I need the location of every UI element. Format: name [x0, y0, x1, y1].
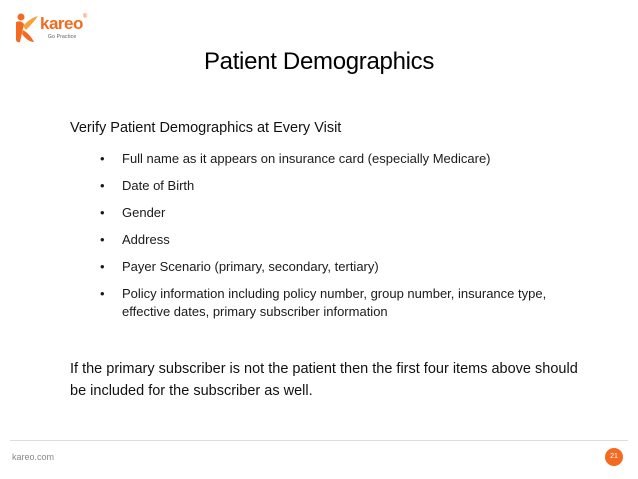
closing-note: If the primary subscriber is not the patient then the first four items above should be included for the subscriber as well. — [70, 361, 578, 399]
logo-tagline: Go Practice — [48, 34, 77, 40]
bullet-glyph: • — [100, 178, 105, 193]
kareo-figure-icon — [12, 12, 42, 44]
list-item: • Payer Scenario (primary, secondary, tertiary) — [100, 259, 379, 274]
bullet-glyph: • — [100, 205, 105, 220]
footer-divider — [10, 440, 628, 441]
bullet-glyph: • — [100, 259, 105, 274]
list-item: • Address — [100, 232, 170, 247]
demographics-list — [100, 150, 580, 330]
logo-wordmark: kareo® — [40, 14, 87, 33]
page-number-badge: 21 — [605, 448, 623, 466]
intro-heading: Verify Patient Demographics at Every Visit — [70, 120, 342, 136]
list-item: • Full name as it appears on insurance card (especially Medicare) — [100, 151, 491, 166]
kareo-logo — [12, 10, 92, 46]
list-item: • Gender — [100, 205, 166, 220]
footer-site-link[interactable]: kareo.com — [12, 452, 55, 462]
list-item: • Date of Birth — [100, 178, 195, 193]
bullet-glyph: • — [100, 286, 105, 301]
bullet-glyph: • — [100, 151, 105, 166]
list-item: • Policy information including policy number, group number, insurance type, effective dates, primary subscriber information — [100, 286, 547, 319]
bullet-glyph: • — [100, 232, 105, 247]
slide-title: Patient Demographics — [203, 48, 435, 75]
